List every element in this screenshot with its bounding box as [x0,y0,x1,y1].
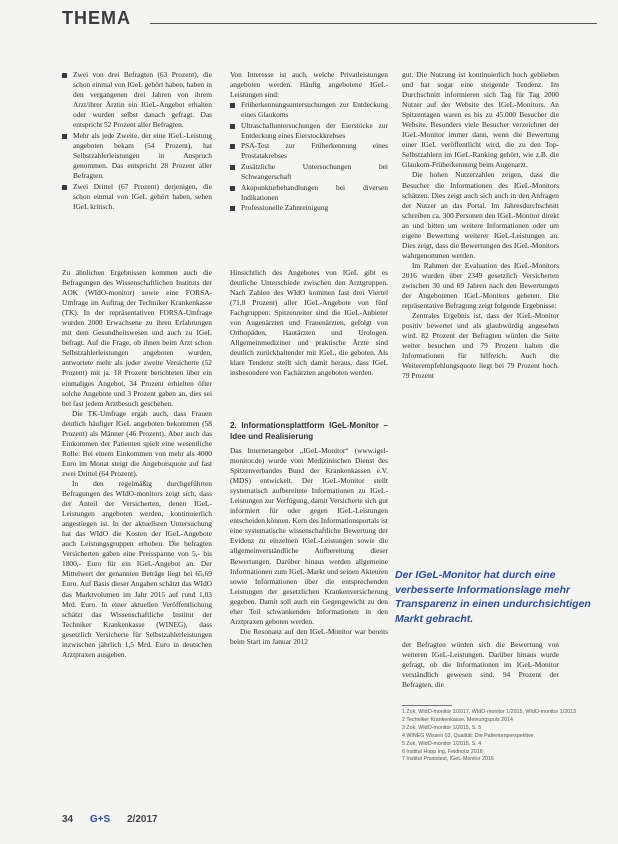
column-2-top [230,70,388,214]
issue-number: 2/2017 [126,814,158,825]
column-3-body [402,70,559,381]
footnote: 5 Zok, WIdO-monitor 1/2015, S. 4 [402,740,482,747]
footnote: 3 Zok, WIdO-monitor 1/2015, S. 5 [402,724,482,731]
paragraph: gut. Die Nutzung ist kontinuierlich hoch geblieben und hat sogar eine steigende Tendenz. Im Durchschnitt informieren sich Tag für Tag 2000 Nutzer auf der Website des IGeL-Monitors. An Spitzentagen waren es bis zu 45.000 Besucher die Website. Besonders viele Besucher verzeichnet der IGeL-Monitor immer dann, wenn die Bewertung einer IGeL veröffentlicht wird, die zu den Top-Selbstzahlern im IGeL-Ranking gehört, wie z.B. die Glaukom-Früherkennung beim Augenarzt. [402,70,559,170]
column-3-after-quote [402,640,559,690]
bullet-item: Ultraschalluntersuchungen der Eierstöcke zur Entdeckung eines Eierstockkrebses [230,121,388,141]
paragraph: Im Rahmen der Evaluation des IGeL-Monitors 2016 wurden über 2349 gesetzlich Versicherten zwischen 30 und 69 Jahren nach den Bewertungen der Angebotenen IGeL-Monitors gebeten. Die repräsentative Befragung zeigt folgende Ergebnisse: [402,260,559,311]
paragraph: Die Resonanz auf den IGeL-Monitor war bereits beim Start im Januar 2012 [230,626,388,646]
bullet-item: Zusätzliche Untersuchungen bei Schwangerschaft [230,162,388,182]
column-1-body [62,268,212,660]
bullet-item: Zwei von drei Befragten (63 Prozent), die schon einmal von IGeL gehört haben, haben in den vergangenen drei Jahren von ihrem Arzt/ihrer Ärztin ein IGeL-Angebot erhalten oder wurden selbst danach gefragt. Das entspricht 52 Prozent aller Befragten. [62,70,212,130]
bullet-item: Mehr als jede Zweite, der eine IGeL-Leistung angeboten bekam (54 Prozent), hat Selbstzahlerleistungen in Anspruch genommen. Das entspricht 28 Prozent aller Befragten. [62,131,212,181]
paragraph: Das Internetangebot „IGeL-Monitor“ (www.igel-monitor.de) wurde vom Medizinischen Dienst des Spitzenverbandes Bund der Krankenkassen e.V. (MDS) entwickelt. Der IGeL-Monitor stellt systematisch aufbereitete Informationen zu IGeL-Leistungen zur Verfügung, damit Versicherte sich gut informiert für oder gegen IGeL-Leistungen entscheiden können. Kern des Informationsportals ist eine systematische wissenschaftliche Bewertung der Evidenz zu einzelnen IGeL-Leistungen sowie die allgemeinverständliche Aufbereitung dieser Bewertungen. Darüber hinaus werden allgemeine Informationen zum IGeL-Markt und seinen Akteuren sowie Informationen über die entsprechenden Leistungen der gesetzlichen Krankenversicherung gegeben. Damit soll auch ein Gegengewicht zu den eher Teil schwankenden Informationen in den Arztpraxen geboten werden. [230,446,388,626]
page-number: 34 [62,814,74,825]
paragraph: Hinsichtlich des Angebotes von IGeL gibt es deutliche Unterschiede zwischen den Arztgruppen. Nach Zahlen des WIdO kommen fast drei Viertel (71,8 Prozent) aller IGeL-Angebote von fünf Fachgruppen: Spitzenreiter sind die IGeL-Anbieter von Augenärzten und Frauenärzten, gefolgt von Orthopäden, Hautärzten und Urologen. Allgemeinmediziner und praktische Ärzte sind deutlich zurückhaltender mit IGeL, die geboten. Als klare Tendenz stellt sich damit heraus, dass IGeL insbesondere von Fachärzten angeboten werden. [230,268,388,378]
footnote: 4 WINEG Wissen 03, Qualität: Die Patientenperspektive [402,732,534,739]
bullet-item: Früherkennungsuntersuchungen zur Entdeckung eines Glaukoms [230,100,388,120]
subheading: 2. Informationsplattform IGeL-Monitor – Idee und Realisierung [230,421,388,441]
paragraph: In den regelmäßig durchgeführten Befragungen des WIdO-monitors zeigt sich, dass der Anteil der Versicherten, denen IGeL-Leistungen angeboten werden, kontinuierlich angestiegen ist. In der aktuellsten Untersuchung hat das WIdO die Kosten der IGeL-Angebote auch Leistungsgruppen erhoben. Die befragten Versicherten gaben eine Preisspanne von 5,- bis 1800,- Euro für ein IGeL-Angebot an. Der Mittelwert der genannten Beträge liegt bei 65,69 Euro. Auf Basis dieser Angaben schätzt das WIdO das Marktvolumen im Jahr 2015 auf rund 1,03 Mrd. Euro. In einer aktuellen Veröffentlichung schätzt das Wissenschaftliche Institut der Techniker Krankenkasse (WINEG), dass gesetzlich Versicherte für Selbstzahlerleistungen inzwischen jährlich 1,5 Mrd. Euro in deutschen Arztpraxen ausgeben. [62,478,212,659]
column-1-bullets [62,70,212,212]
paragraph: Zentrales Ergebnis ist, dass der IGeL-Monitor positiv bewertet und als glaubwürdig angesehen wird. 82 Prozent der Befragten würden die Seite weiter besuchen und 79 Prozent halten die Informationen für hilfreich. Auch die Weiterempfehlungsquote liegt bei 79 Prozent hoch. 79 Prozent [402,311,559,381]
column-2-section [230,420,388,647]
paragraph: Die TK-Umfrage ergab auch, dass Frauen deutlich häufiger IGeL angeboten bekommen (58 Prozent) als Männer (46 Prozent). Aber auch das Einkommen der Patienten spielt eine wesentliche Rolle: Bei einem Einkommen von mehr als 4000 Euro im Monat steigt die Angebotsquote auf fast zwei Drittel (64 Prozent). [62,408,212,478]
footnote: 6 Institut Hopp Ing, Feldnotiz 2016 [402,748,483,755]
magazine-name: G+S [89,814,111,825]
paragraph: Zu ähnlichen Ergebnissen kommen auch die Befragungen des Wissenschaftlichen Instituts der AOK (WIdO-monitor) sowie eine FORSA-Umfrage im Auftrag der Techniker Krankenkasse (TK). In der repräsentativen FORSA-Umfrage wurden 2000 Erwachsene zu ihren Erfahrungen mit dem Gesundheitswesen und auch zu IGeL befragt. Auf die Frage, ob ihnen beim Arzt schon Selbstzahlerleistungen angeboten wurden, antwortete mehr als jeder zweite Versicherte (52 Prozent) mit ja. 18 Prozent berichteten über ein einmaliges Angebot, 34 Prozent erhielten öfter solche Angebote und 3 Prozent gaben an, dies sei bei fast jedem Arztbesuch geschehen. [62,268,212,408]
header-rule [150,23,597,24]
bullet-item: Zwei Drittel (67 Prozent) derjenigen, die schon einmal von IGeL gehört haben, sehen IGeL kritisch. [62,182,212,212]
page-header [62,8,597,30]
column-2-body [230,268,388,379]
bullet-item: Akupunkturbehandlungen bei diversen Indikationen [230,183,388,203]
page-footer [62,814,172,825]
footnote: 2 Techniker Krankenkasse, Meinungspuls 2014 [402,716,513,723]
footnote: 7 Institut Praxistest, IGeL-Monitor 2016 [402,756,494,763]
paragraph: Von Interesse ist auch, welche Privatleistungen angeboten werden. Häufig angebotene IGeL-Leistungen sind: [230,70,388,100]
paragraph: Die hohen Nutzerzahlen zeigen, dass die Besucher die Informationen des IGeL-Monitors schätzen. Dies zeigt auch sich auch in den Anfragen der Nutzer an das Portal. Im Jahresdurchschnitt schreiben ca. 300 Personen den IGeL-Monitor direkt an und bitten um weitere Informationen oder um eigene Bewertung weiterer IGeL-Leistungen an. Dies zeigt, dass die Bewertungen des IGeL-Monitors wahrgenommen werden. [402,170,560,260]
footnotes [402,709,587,764]
bullet-item: PSA-Test zur Früherkennung eines Prostatakrebses [230,141,388,161]
footnote-rule [402,705,452,706]
bullet-item: Professionelle Zahnreinigung [230,203,388,213]
footnote: 1 Zok, WIdO-monitor 2/2017, WIdO-monitor 1/2015, WIdO-monitor 1/2013 [402,709,576,715]
paragraph: der Befragten würden sich die Bewertung von weiteren IGeL-Leistungen. Darüber hinaus wurde gefragt, ob die Informationen im IGeL-Monitor verständlich gewesen sind. 94 Prozent der Befragten, die [402,640,559,690]
section-title: THEMA [62,8,131,28]
pull-quote: Der IGeL-Monitor hat durch eine verbesserte Informationslage mehr Transparenz in einen undurchsichtigen Markt gebracht. [395,569,591,625]
